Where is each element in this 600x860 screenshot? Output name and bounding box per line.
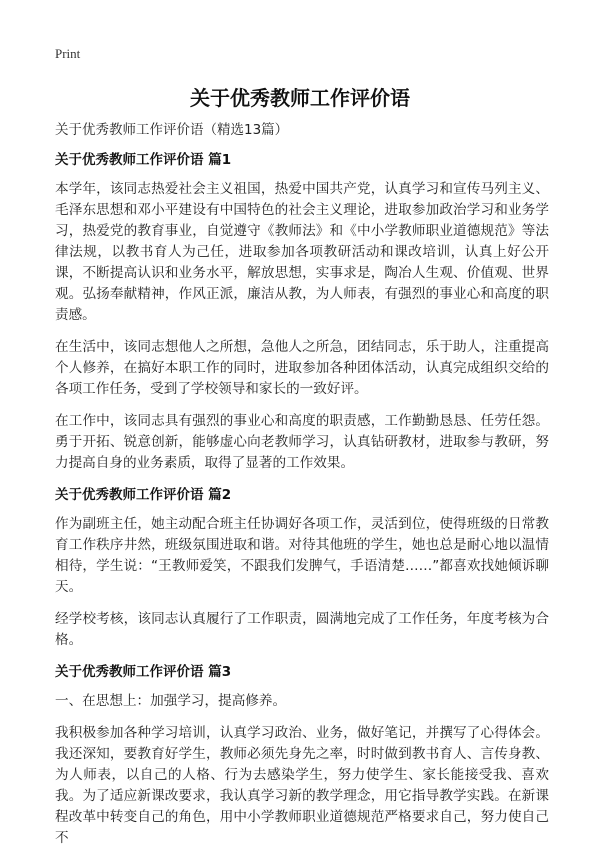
document-subtitle: 关于优秀教师工作评价语（精选13篇） — [55, 122, 289, 138]
paragraph: 本学年，该同志热爱社会主义祖国，热爱中国共产党，认真学习和宣传马列主义、毛泽东思想和邓小平建设有中国特色的社会主义理论，进取参加政治学习和业务学习，热爱党的教育事业，自觉遵守《教师法》和《中小学教师职业道德规范》等法律法规，以教书育人为己任，进取参加各项教研活动和课改培训，认真上好公开课，不断提高认识和业务水平，解放思想，实事求是，陶冶人生观、价值观、世界观。弘扬奉献精神，作风正派，廉洁从教，为人师表，有强烈的事业心和高度的职责感。 — [55, 181, 549, 323]
paragraph: 在工作中，该同志具有强烈的事业心和高度的职责感，工作勤勤恳恳、任劳任怨。勇于开拓、锐意创新，能够虚心向老教师学习，认真钻研教材，进取参与教研，努力提高自身的业务素质，取得了显著的工作效果。 — [55, 413, 549, 471]
paragraph: 在生活中，该同志想他人之所想，急他人之所急，团结同志，乐于助人，注重提高个人修养，在搞好本职工作的同时，进取参加各种团体活动，认真完成组织交给的各项工作任务，受到了学校领导和家长的一致好评。 — [55, 339, 549, 397]
section-heading: 关于优秀教师工作评价语 篇2 — [55, 487, 232, 503]
print-link[interactable]: Print — [55, 46, 81, 61]
section-heading: 关于优秀教师工作评价语 篇3 — [55, 664, 232, 680]
document-body — [55, 120, 549, 860]
paragraph: 作为副班主任，她主动配合班主任协调好各项工作，灵活到位，使得班级的日常教育工作秩序井然，班级氛围进取和谐。对待其他班的学生，她也总是耐心地以温情相待，学生说：“王教师爱笑，不跟我们发脾气，手语清楚……”都喜欢找她倾诉聊天。 — [55, 516, 549, 595]
section-heading: 关于优秀教师工作评价语 篇1 — [55, 152, 232, 168]
page-title: 关于优秀教师工作评价语 — [190, 86, 410, 110]
paragraph: 我积极参加各种学习培训，认真学习政治、业务，做好笔记，并撰写了心得体会。我还深知，要教育好学生，教师必须先身先之率，时时做到教书育人、言传身教、为人师表，以自己的人格、行为去感染学生，努力使学生、家长能接受我、喜欢我。为了适应新课改要求，我认真学习新的教学理念，用它指导教学实践。在新课程改革中转变自己的角色，用中小学教师职业道德规范严格要求自己，努力使自己不 — [55, 725, 549, 846]
paragraph: 一、在思想上：加强学习，提高修养。 — [55, 693, 287, 709]
paragraph: 经学校考核，该同志认真履行了工作职责，圆满地完成了工作任务，年度考核为合格。 — [55, 611, 549, 648]
